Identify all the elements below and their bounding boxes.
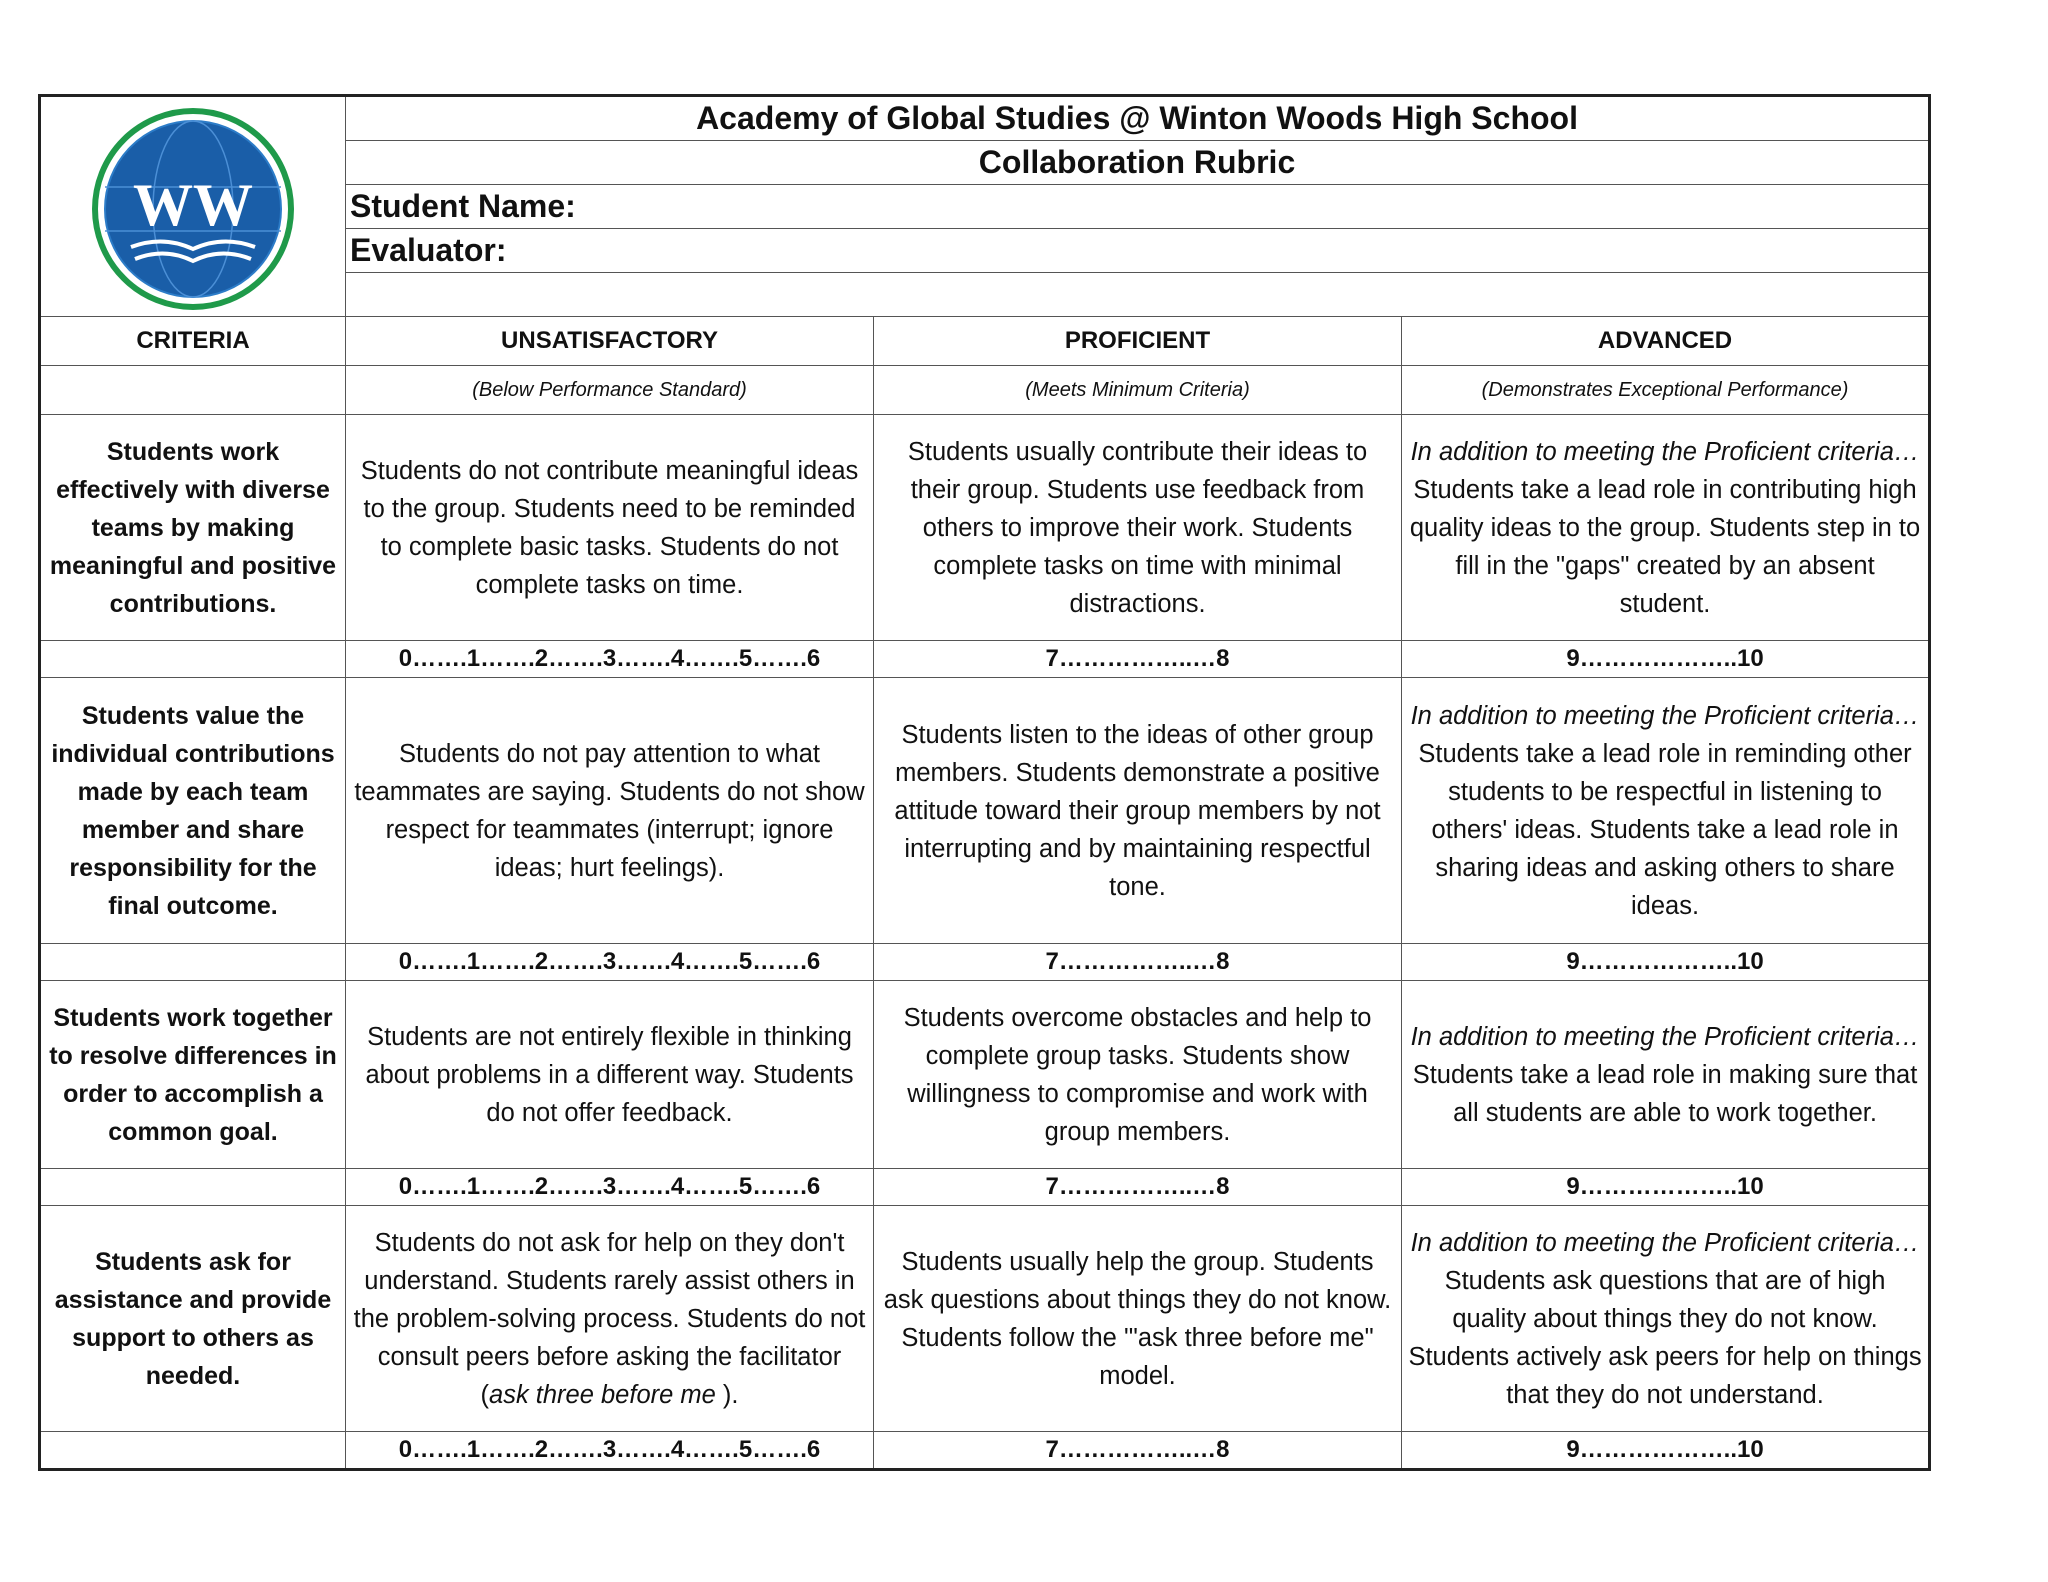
advanced-lead-in: In addition to meeting the Proficient criteria… [1410, 437, 1920, 466]
unsatisfactory-scale[interactable]: 0…….1…….2…….3…….4…….5…….6 [346, 1169, 874, 1206]
scale-blank [40, 1432, 346, 1470]
proficient-scale[interactable]: 7……………..…8 [874, 944, 1402, 981]
student-name-field[interactable]: Student Name: [346, 185, 1930, 229]
advanced-text: Students take a lead role in reminding other students to be respectful in listening to others' ideas. Students take a lead role in sharing ideas and asking others to share ideas. [1418, 739, 1912, 920]
advanced-scale[interactable]: 9………………..10 [1402, 944, 1930, 981]
advanced-scale[interactable]: 9………………..10 [1402, 1169, 1930, 1206]
criteria-header: CRITERIA [40, 317, 346, 366]
rubric-title: Collaboration Rubric [346, 141, 1930, 185]
proficient-header: PROFICIENT [874, 317, 1402, 366]
proficient-subheader: (Meets Minimum Criteria) [874, 366, 1402, 415]
advanced-text: Students ask questions that are of high quality about things they do not know. Students actively ask peers for help on things that they do not understand. [1408, 1266, 1922, 1409]
criteria-cell: Students ask for assistance and provide support to others as needed. [40, 1206, 346, 1432]
proficient-cell: Students overcome obstacles and help to complete group tasks. Students show willingness to compromise and work with group members. [874, 981, 1402, 1169]
advanced-cell [1402, 415, 1930, 641]
advanced-text: Students take a lead role in making sure that all students are able to work together. [1412, 1060, 1918, 1127]
unsatisfactory-text-after: ). [715, 1380, 739, 1409]
advanced-subheader: (Demonstrates Exceptional Performance) [1402, 366, 1930, 415]
svg-text:WW: WW [133, 172, 253, 238]
advanced-text: Students take a lead role in contributing high quality ideas to the group. Students step in to fill in the "gaps" created by an absent student. [1409, 475, 1921, 618]
unsatisfactory-cell: Students do not contribute meaningful ideas to the group. Students need to be reminded to complete basic tasks. Students do not complete tasks on time. [346, 415, 874, 641]
unsatisfactory-header: UNSATISFACTORY [346, 317, 874, 366]
advanced-lead-in: In addition to meeting the Proficient criteria… [1410, 1022, 1920, 1051]
proficient-scale[interactable]: 7……………..…8 [874, 641, 1402, 678]
criteria-cell: Students value the individual contributions made by each team member and share responsibility for the final outcome. [40, 678, 346, 944]
criteria-cell: Students work together to resolve differences in order to accomplish a common goal. [40, 981, 346, 1169]
advanced-lead-in: In addition to meeting the Proficient criteria… [1410, 1228, 1920, 1257]
rubric-table [38, 94, 1931, 1471]
unsatisfactory-cell [346, 1206, 874, 1432]
unsatisfactory-scale[interactable]: 0…….1…….2…….3…….4…….5…….6 [346, 1432, 874, 1470]
advanced-lead-in: In addition to meeting the Proficient criteria… [1410, 701, 1920, 730]
scale-blank [40, 641, 346, 678]
proficient-scale[interactable]: 7……………..…8 [874, 1169, 1402, 1206]
scale-blank [40, 1169, 346, 1206]
school-logo [91, 107, 295, 311]
school-title: Academy of Global Studies @ Winton Woods High School [346, 96, 1930, 141]
advanced-scale[interactable]: 9………………..10 [1402, 641, 1930, 678]
criteria-cell: Students work effectively with diverse teams by making meaningful and positive contributions. [40, 415, 346, 641]
rubric-sheet [38, 94, 1922, 1471]
unsatisfactory-text-italic: ask three before me [489, 1380, 716, 1409]
proficient-scale[interactable]: 7……………..…8 [874, 1432, 1402, 1470]
unsatisfactory-subheader: (Below Performance Standard) [346, 366, 874, 415]
scale-blank [40, 944, 346, 981]
advanced-header: ADVANCED [1402, 317, 1930, 366]
unsatisfactory-cell: Students are not entirely flexible in thinking about problems in a different way. Students do not offer feedback. [346, 981, 874, 1169]
unsatisfactory-scale[interactable]: 0…….1…….2…….3…….4…….5…….6 [346, 944, 874, 981]
proficient-cell: Students usually help the group. Students ask questions about things they do not know. Students follow the '"ask three before me" model. [874, 1206, 1402, 1432]
advanced-cell [1402, 981, 1930, 1169]
unsatisfactory-text-before: Students do not ask for help on they don't understand. Students rarely assist others in the problem-solving process. Students do not consult peers before asking the facilitator ( [353, 1228, 866, 1409]
evaluator-field[interactable]: Evaluator: [346, 229, 1930, 273]
proficient-cell: Students usually contribute their ideas to their group. Students use feedback from others to improve their work. Students complete tasks on time with minimal distractions. [874, 415, 1402, 641]
criteria-subheader [40, 366, 346, 415]
unsatisfactory-scale[interactable]: 0…….1…….2…….3…….4…….5…….6 [346, 641, 874, 678]
unsatisfactory-cell: Students do not pay attention to what teammates are saying. Students do not show respect for teammates (interrupt; ignore ideas; hurt feelings). [346, 678, 874, 944]
advanced-scale[interactable]: 9………………..10 [1402, 1432, 1930, 1470]
advanced-cell [1402, 678, 1930, 944]
blank-row [346, 273, 1930, 317]
proficient-cell: Students listen to the ideas of other group members. Students demonstrate a positive attitude toward their group members by not interrupting and by maintaining respectful tone. [874, 678, 1402, 944]
logo-cell [40, 96, 346, 317]
advanced-cell [1402, 1206, 1930, 1432]
